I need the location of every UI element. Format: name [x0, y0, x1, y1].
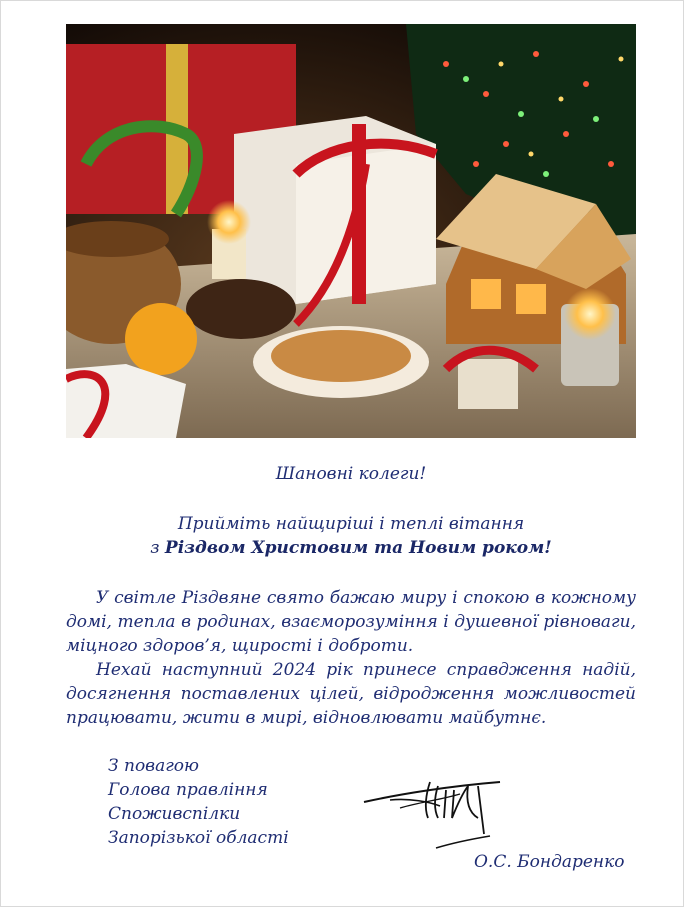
wish-line-2-holidays: Різдвом Христовим та Новим роком!	[164, 538, 552, 558]
closing-organization: Споживспілки	[108, 804, 241, 824]
paragraph-1: У світле Різдвяне свято бажаю миру і спокою в кожному домі, тепла в родинах, взаєморозуміння і душевної рівноваги, міцного здоров’я, щирості і доброти.	[66, 588, 636, 656]
handwritten-signature	[360, 772, 510, 856]
signer-name: О.С. Бондаренко	[474, 852, 625, 872]
closing-position: Голова правління	[108, 780, 268, 800]
closing-regards: З повагою	[108, 756, 200, 776]
christmas-photo	[66, 24, 636, 438]
wish-line-2-prefix: з	[150, 538, 165, 558]
closing-region: Запорізької області	[108, 828, 289, 848]
paragraph-2: Нехай наступний 2024 рік принесе справдження надій, досягнення поставлених цілей, відродження можливостей працювати, жити в мирі, відновлювати майбутнє.	[66, 660, 636, 728]
wish-line-1: Прийміть найщиріші і теплі вітання	[177, 514, 525, 534]
wish-line-2	[66, 536, 636, 560]
greeting: Шановні колеги!	[275, 464, 427, 484]
